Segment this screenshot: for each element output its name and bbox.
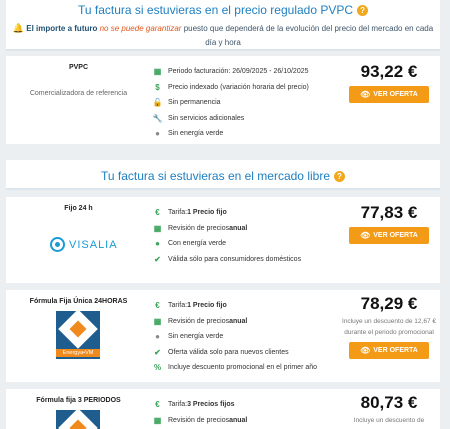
percent-icon: % — [153, 363, 162, 373]
feature-item: € Tarifa: 1 Precio fijo — [152, 298, 317, 314]
warning-highlight: no se puede garantizar — [99, 24, 182, 33]
leaf-icon: ● — [155, 332, 160, 342]
free-market-title: Tu factura si estuvieras en el mercado libre — [101, 169, 330, 183]
feature-item: $ Precio indexado (variación horaria del precio) — [152, 80, 309, 96]
feature-list — [152, 298, 317, 376]
warning-text: puesto que dependerá de la evolución del precio del mercado en cada día y hora — [183, 24, 434, 47]
offer-card-3-periodos — [6, 389, 440, 429]
feature-item: ✔ Oferta válida solo para nuevos clientes — [152, 345, 317, 361]
price: 80,73 € — [360, 393, 418, 412]
offer-card-pvpc — [6, 56, 440, 144]
feature-list — [152, 205, 301, 267]
energya-vm-logo: Energya•VM — [56, 311, 100, 359]
view-offer-button[interactable]: 👁 VER OFERTA — [349, 227, 429, 244]
visalia-logo: VISALIA — [50, 237, 118, 252]
leaf-icon: ● — [155, 239, 160, 249]
price: 77,83 € — [360, 203, 418, 222]
feature-item: ● Sin energía verde — [152, 329, 317, 345]
feature-item: ▦ Revisión de precios anual — [153, 316, 248, 326]
energya-vm-logo — [56, 410, 100, 429]
help-icon[interactable]: ? — [357, 5, 368, 16]
free-market-header — [6, 160, 440, 190]
feature-item: % Incluye descuento promocional en el primer año — [153, 363, 318, 373]
eye-icon: 👁 — [360, 346, 371, 355]
euro-icon: € — [155, 208, 160, 218]
feature-item: 🔓 Sin permanencia — [152, 98, 221, 108]
plan-name: Fijo 24 h — [64, 205, 93, 212]
price-box — [342, 62, 436, 103]
price-box — [342, 294, 436, 359]
price-box — [342, 393, 436, 426]
regulated-header — [6, 0, 440, 51]
plan-name: PVPC — [68, 64, 89, 71]
calendar-icon: ▦ — [153, 316, 162, 326]
euro-icon: € — [155, 301, 160, 311]
feature-item: ▦ Revisión de precios anual — [153, 223, 248, 233]
calendar-icon: ▦ — [153, 67, 162, 77]
calendar-icon: ▦ — [153, 223, 162, 233]
regulated-title: Tu factura si estuvieras en el precio regulado PVPC — [77, 3, 354, 17]
euro-icon: € — [155, 400, 160, 410]
eye-icon: 👁 — [360, 231, 371, 240]
feature-list — [152, 64, 309, 142]
price: 93,22 € — [360, 62, 418, 81]
price-warning — [6, 21, 440, 50]
feature-item: ▦ Revisión de precios anual — [153, 415, 248, 425]
plan-name: Fórmula Fija Única 24HORAS — [29, 298, 128, 305]
price-box — [342, 203, 436, 244]
feature-item: ✔ Válida sólo para consumidores domésticos — [152, 252, 301, 268]
feature-item: ▦ Periodo facturación: 26/09/2025 - 26/10/2025 — [153, 67, 309, 77]
view-offer-button[interactable]: 👁 VER OFERTA — [349, 342, 429, 359]
check-circle-icon: ✔ — [154, 347, 161, 357]
feature-item: € Tarifa: 3 Precios fijos — [152, 397, 247, 413]
feature-item: 🔧 Sin servicios adicionales — [152, 113, 245, 123]
offer-card-visalia — [6, 197, 440, 283]
price: 78,29 € — [360, 294, 418, 313]
visalia-logo-mark — [50, 237, 65, 252]
help-icon[interactable]: ? — [334, 171, 345, 182]
view-offer-button[interactable]: 👁 VER OFERTA — [349, 86, 429, 103]
discount-note: Incluye un descuento de 12,67 € durante el periodo promocional — [342, 318, 436, 336]
dollar-icon: $ — [155, 82, 160, 92]
unlock-icon: 🔓 — [152, 98, 163, 108]
bell-icon: 🔔 — [12, 23, 25, 33]
calendar-icon: ▦ — [153, 415, 162, 425]
eye-icon: 👁 — [360, 90, 371, 99]
offer-card-energya-vm — [6, 290, 440, 382]
discount-note: Incluye un descuento de — [353, 417, 425, 424]
leaf-icon: ● — [155, 129, 160, 139]
plan-subtitle: Comercializadora de referencia — [29, 90, 128, 97]
check-circle-icon: ✔ — [154, 254, 161, 264]
warning-lead: El importe a futuro — [26, 24, 98, 33]
wrench-icon: 🔧 — [152, 113, 163, 123]
feature-item: ● Sin energía verde — [152, 126, 309, 142]
feature-list — [152, 397, 247, 428]
feature-item: € Tarifa: 1 Precio fijo — [152, 205, 301, 221]
plan-name: Fórmula fija 3 PERIODOS — [36, 397, 121, 404]
feature-item: ● Con energía verde — [152, 236, 301, 252]
